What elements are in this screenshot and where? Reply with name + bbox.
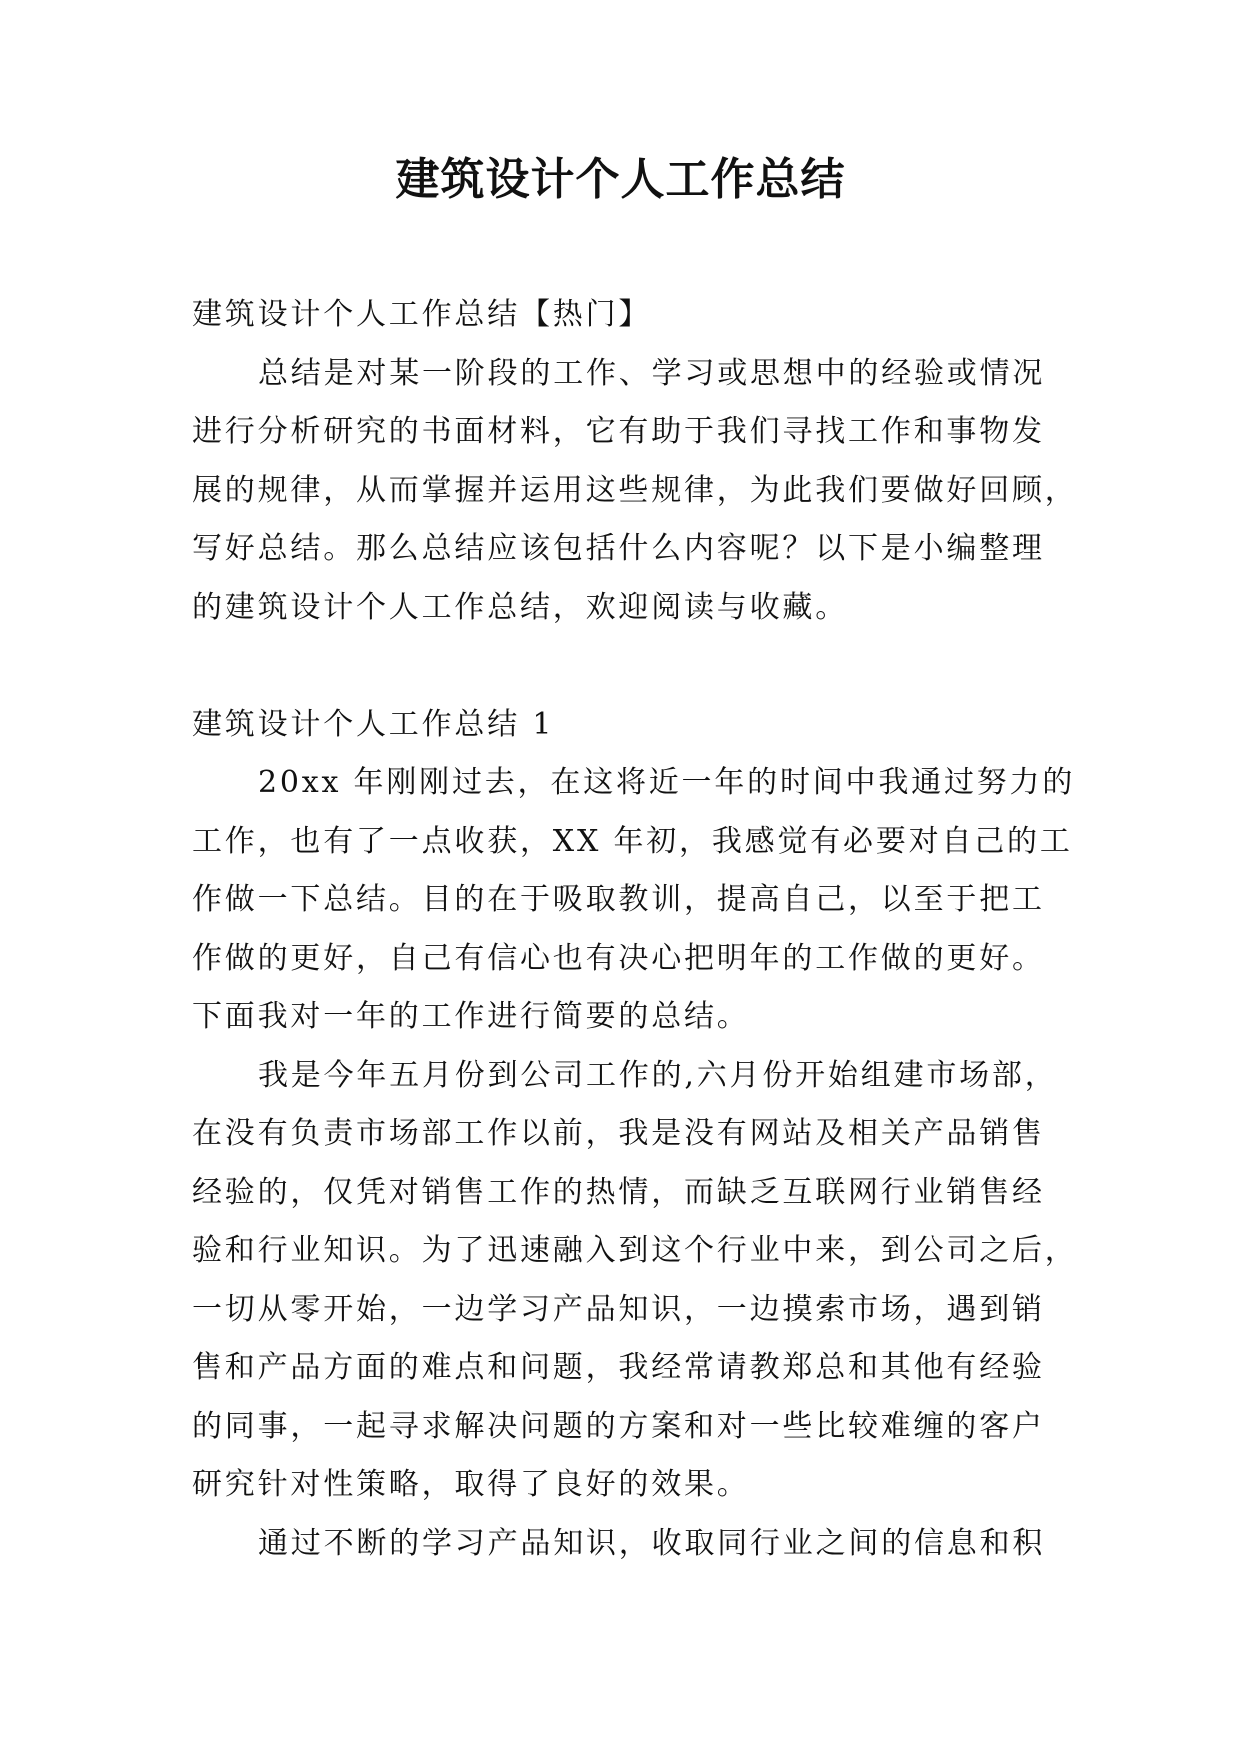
document-title: 建筑设计个人工作总结 (395, 154, 846, 205)
paragraph-line: 写好总结。那么总结应该包括什么内容呢？以下是小编整理 (192, 531, 1045, 566)
paragraph-3 (192, 1515, 1052, 1574)
paragraph-line: 验和行业知识。为了迅速融入到这个行业中来，到公司之后， (192, 1233, 1078, 1268)
paragraph-line: 工作，也有了一点收获，XX 年初，我感觉有必要对自己的工 (192, 823, 1073, 859)
paragraph-line: 20xx 年刚刚过去，在这将近一年的时间中我通过努力的 (258, 765, 1076, 800)
paragraph-line: 经验的，仅凭对销售工作的热情，而缺乏互联网行业销售经 (192, 1174, 1045, 1210)
paragraph-1 (192, 754, 1076, 1047)
paragraph-line: 的同事，一起寻求解决问题的方案和对一些比较难缠的客户 (192, 1408, 1045, 1444)
paragraph-line: 进行分析研究的书面材料，它有助于我们寻找工作和事物发 (192, 414, 1045, 449)
paragraph-2 (192, 1047, 1078, 1515)
section-heading: 建筑设计个人工作总结 1 (192, 706, 555, 742)
paragraph-line: 一切从零开始，一边学习产品知识，一边摸索市场，遇到销 (192, 1291, 1045, 1327)
paragraph-line: 下面我对一年的工作进行简要的总结。 (192, 999, 750, 1034)
paragraph-line: 研究针对性策略，取得了良好的效果。 (192, 1467, 750, 1502)
paragraph-line: 展的规律，从而掌握并运用这些规律，为此我们要做好回顾， (192, 472, 1078, 508)
document-subtitle: 建筑设计个人工作总结【热门】 (192, 297, 652, 332)
paragraph-line: 的建筑设计个人工作总结，欢迎阅读与收藏。 (192, 589, 848, 625)
paragraph-line: 作做一下总结。目的在于吸取教训，提高自己，以至于把工 (192, 882, 1045, 917)
document-body (192, 286, 1078, 1573)
section-spacer (192, 637, 1052, 696)
paragraph-line: 作做的更好，自己有信心也有决心把明年的工作做的更好。 (192, 940, 1045, 976)
paragraph-line: 在没有负责市场部工作以前，我是没有网站及相关产品销售 (192, 1116, 1045, 1151)
paragraph-line: 售和产品方面的难点和问题，我经常请教郑总和其他有经验 (192, 1350, 1045, 1385)
paragraph-line: 我是今年五月份到公司工作的,六月份开始组建市场部， (258, 1057, 1058, 1093)
intro-paragraph (192, 345, 1078, 638)
paragraph-line: 总结是对某一阶段的工作、学习或思想中的经验或情况 (258, 355, 1046, 391)
paragraph-line: 通过不断的学习产品知识，收取同行业之间的信息和积 (258, 1525, 1046, 1561)
